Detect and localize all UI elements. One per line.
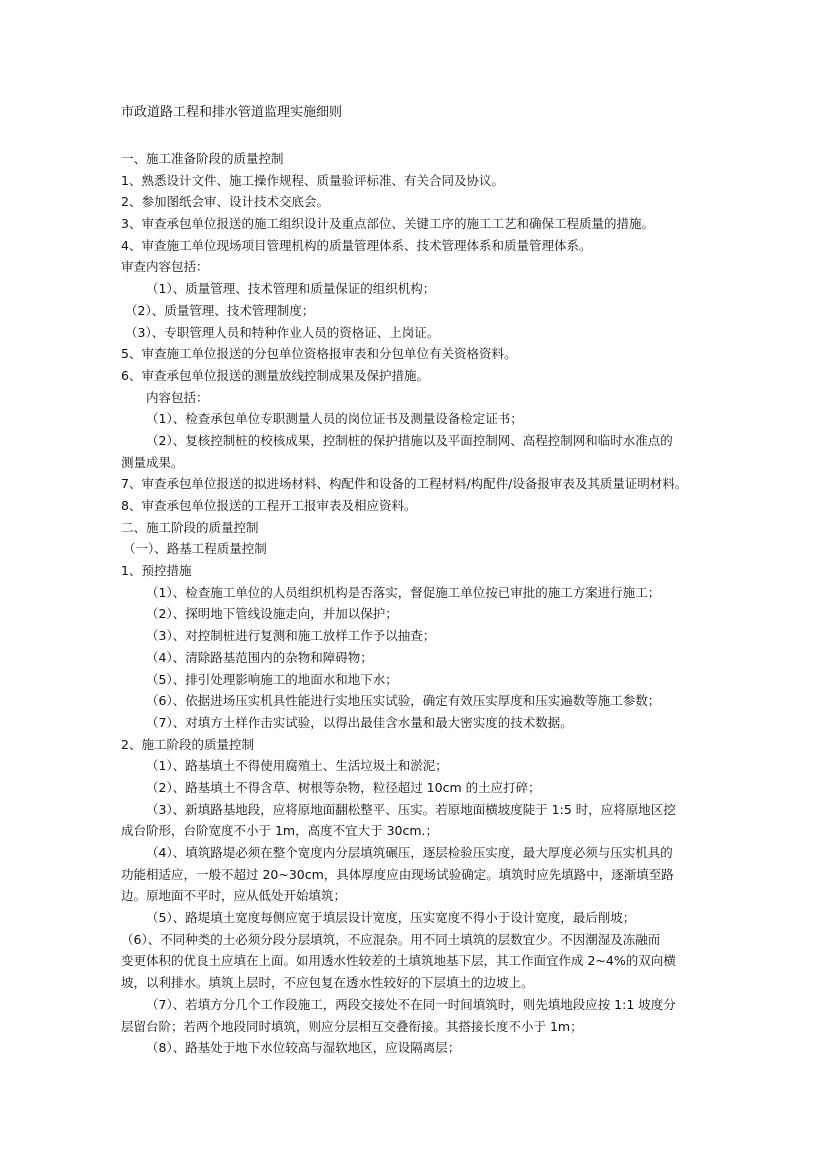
section-heading: 一、施工准备阶段的质量控制 bbox=[121, 151, 284, 166]
paragraph-line: 边。原地面不平时，应从低处开始填筑； bbox=[121, 888, 347, 904]
sub-list-item: （2）、质量管理、技术管理制度； bbox=[125, 302, 315, 318]
sub-list-item: （2）、路基填土不得含草、树根等杂物，粒径超过 10cm 的土应打碎； bbox=[146, 779, 541, 795]
paragraph-line: 层留台阶；若两个地段同时填筑，则应分层相互交叠衔接。其搭接长度不小于 1m； bbox=[121, 1018, 583, 1034]
sub-list-item: （7）、对填方土样作击实试验，以得出最佳含水量和最大密实度的技术数据。 bbox=[146, 714, 573, 730]
list-item: 3、审查承包单位报送的施工组织设计及重点部位、关键工序的施工工艺和确保工程质量的措施。 bbox=[121, 216, 654, 232]
sub-list-item: （5）、排引处理影响施工的地面水和地下水； bbox=[146, 671, 398, 687]
sub-list-item: （5）、路堤填土宽度每侧应宽于填层设计宽度，压实宽度不得小于设计宽度，最后削坡； bbox=[146, 910, 636, 926]
document-body bbox=[121, 148, 711, 1059]
sub-list-item: （1）、检查承包单位专职测量人员的岗位证书及测量设备检定证书； bbox=[146, 411, 523, 427]
list-item: 1、熟悉设计文件、施工操作规程、质量验评标准、有关合同及协议。 bbox=[121, 172, 504, 188]
list-item: 2、参加图纸会审、设计技术交底会。 bbox=[121, 194, 329, 210]
paragraph-line: 测量成果。 bbox=[121, 454, 184, 470]
sub-list-item: （1）、质量管理、技术管理和质量保证的组织机构； bbox=[146, 281, 436, 297]
sub-list-item: （8）、路基处于地下水位较高与湿软地区，应设隔离层； bbox=[146, 1040, 461, 1056]
sub-list-item: （2）、探明地下管线设施走向，并加以保护； bbox=[146, 606, 398, 622]
sub-list-item: （6）、不同种类的土必须分段分层填筑，不应混杂。用不同土填筑的层数宜少。不因潮湿及冻融而 bbox=[121, 931, 661, 947]
list-item: 2、施工阶段的质量控制 bbox=[121, 736, 254, 752]
document-title: 市政道路工程和排水管道监理实施细则 bbox=[121, 105, 343, 120]
paragraph-line: 变更体积的优良土应填在上面。如用透水性较差的土填筑地基下层，其工作面宜作成 2~4%的双向横 bbox=[121, 953, 676, 969]
sub-list-item: （3）、对控制桩进行复测和施工放样工作予以抽查； bbox=[146, 628, 436, 644]
list-item: 5、审查施工单位报送的分包单位资格报审表和分包单位有关资格资料。 bbox=[121, 346, 517, 362]
sub-list-item: （7）、若填方分几个工作段施工，两段交接处不在同一时间填筑时，则先填地段应按 1:1 坡度分 bbox=[146, 996, 676, 1012]
list-item: 4、审查施工单位现场项目管理机构的质量管理体系、技术管理体系和质量管理体系。 bbox=[121, 237, 592, 253]
section-heading: 二、施工阶段的质量控制 bbox=[121, 519, 259, 535]
list-item: 6、审查承包单位报送的测量放线控制成果及保护措施。 bbox=[121, 367, 429, 383]
paragraph-line: 成台阶形，台阶宽度不小于 1m，高度不宜大于 30cm.； bbox=[121, 823, 439, 839]
sub-list-item: （4）、填筑路堤必须在整个宽度内分层填筑碾压，逐层检验压实度，最大厚度必须与压实机具的 bbox=[146, 845, 673, 860]
paragraph-line: 内容包括： bbox=[146, 389, 209, 405]
sub-list-item: （4）、清除路基范围内的杂物和障碍物； bbox=[146, 649, 373, 665]
sub-list-item: （2）、复核控制桩的校核成果，控制桩的保护措施以及平面控制网、高程控制网和临时水准点的 bbox=[146, 432, 673, 448]
paragraph-line: 审查内容包括： bbox=[121, 259, 209, 275]
list-item: 7、审查承包单位报送的拟进场材料、构配件和设备的工程材料/构配件/设备报审表及其质量证明材料。 bbox=[121, 476, 688, 492]
sub-list-item: （6）、依据进场压实机具性能进行实地压实试验，确定有效压实厚度和压实遍数等施工参数； bbox=[146, 693, 661, 709]
list-item: 1、预控措施 bbox=[121, 563, 192, 579]
sub-list-item: （3）、专职管理人员和特种作业人员的资格证、上岗证。 bbox=[125, 324, 440, 340]
sub-list-item: （3）、新填路基地段，应将原地面翻松整平、压实。若原地面横坡度陡于 1:5 时，应将原地区挖 bbox=[146, 801, 676, 817]
paragraph-line: 功能相适应，一般不超过 20~30cm，具体厚度应由现场试验确定。填筑时应先填路中，逐渐填至路 bbox=[121, 866, 674, 882]
sub-list-item: （1）、路基填土不得使用腐殖土、生活垃圾土和淤泥； bbox=[146, 758, 448, 774]
paragraph-line: 坡，以利排水。填筑上层时，不应包复在透水性较好的下层填土的边坡上。 bbox=[121, 975, 534, 991]
list-item: 8、审查承包单位报送的工程开工报审表及相应资料。 bbox=[121, 498, 417, 513]
subsection-heading: （一）、路基工程质量控制 bbox=[123, 541, 267, 557]
sub-list-item: （1）、检查施工单位的人员组织机构是否落实，督促施工单位按已审批的施工方案进行施工； bbox=[146, 584, 661, 600]
